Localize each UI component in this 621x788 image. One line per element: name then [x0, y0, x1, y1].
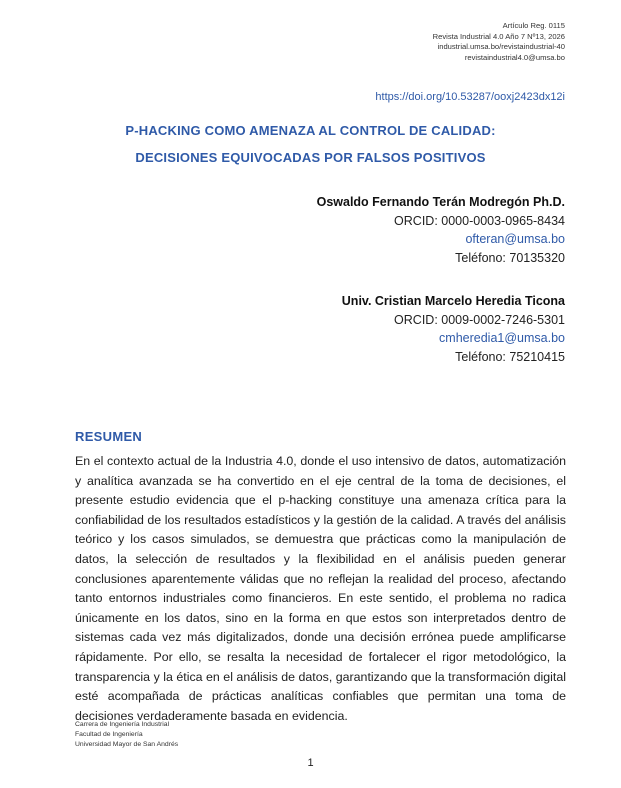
journal-website[interactable]: industrial.umsa.bo/revistaindustrial-40: [437, 42, 565, 52]
author-phone: Teléfono: 70135320: [455, 250, 565, 265]
author-orcid: ORCID: 0000-0003-0965-8434: [394, 213, 565, 228]
author-email-link[interactable]: ofteran@umsa.bo: [465, 232, 565, 246]
abstract-heading: RESUMEN: [75, 429, 143, 444]
affiliation-footer: [75, 720, 178, 750]
footer-career: Carrera de Ingeniería Industrial: [75, 721, 170, 728]
doi-link[interactable]: https://doi.org/10.53287/ooxj2423dx12i: [375, 91, 565, 103]
article-register: Artículo Reg. 0115: [502, 21, 565, 30]
abstract-text: En el contexto actual de la Industria 4.0, donde el uso intensivo de datos, automatización y analítica avanzada se ha convertido en el eje central de la toma de decisiones, el presente estudio evidencia que el p-hacking constituye una amenaza crítica para la confiabilidad de los resultados estadísticos y la gestión de la calidad. A través del análisis teórico y los casos simulados, se demuestra que prácticas como la manipulación de datos, la selección de resultados y la flexibilidad en el análisis pueden generar conclusiones aparentemente válidas que no reflejan la realidad del proceso, afectando tanto entornos industriales como financieros. En este sentido, el problema no radica únicamente en los datos, sino en la forma en que estos son interpretados dentro de sistemas cada vez más digitalizados, donde una decisión errónea puede amplificarse rápidamente. Por ello, se resalta la necesidad de fortalecer el rigor metodológico, la transparencia y la ética en el análisis de datos, garantizando que la transformación digital esté acompañada de prácticas analíticas confiables que permitan una toma de decisiones verdaderamente basada en evidencia.: [75, 454, 566, 723]
author-name: Oswaldo Fernando Terán Modregón Ph.D.: [316, 195, 565, 209]
author-block-2: [342, 292, 565, 366]
author-orcid: ORCID: 0009-0002-7246-5301: [394, 312, 565, 327]
page-number: 1: [307, 757, 314, 769]
author-phone: Teléfono: 75210415: [455, 349, 565, 364]
journal-issue: Revista Industrial 4.0 Año 7 Nº13, 2026: [432, 31, 565, 41]
footer-university: Universidad Mayor de San Andrés: [75, 741, 179, 748]
paper-title-line-1: P-HACKING COMO AMENAZA AL CONTROL DE CALIDAD:: [125, 123, 496, 138]
footer-faculty: Facultad de Ingeniería: [75, 731, 143, 738]
journal-email[interactable]: revistaindustrial4.0@umsa.bo: [464, 52, 565, 62]
paper-title-line-2: DECISIONES EQUIVOCADAS POR FALSOS POSITIVOS: [135, 150, 486, 165]
author-block-1: [317, 193, 565, 267]
author-name: Univ. Cristian Marcelo Heredia Ticona: [341, 294, 565, 308]
journal-header: [433, 21, 565, 63]
author-email-link[interactable]: cmheredia1@umsa.bo: [439, 331, 565, 345]
